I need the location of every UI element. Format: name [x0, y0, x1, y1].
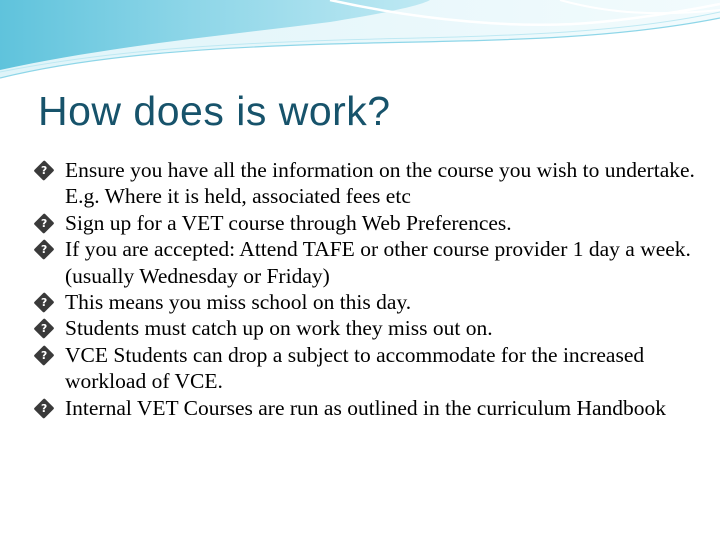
- bullet-text: Students must catch up on work they miss out on.: [65, 316, 493, 341]
- slide-title: How does is work?: [38, 88, 391, 134]
- bullet-item: [34, 210, 704, 236]
- bullet-item: [34, 395, 704, 421]
- bullet-item: [34, 342, 704, 395]
- bullet-item: [34, 289, 704, 315]
- replacement-char-icon: ?: [34, 398, 55, 419]
- bullet-text: If you are accepted: Attend TAFE or other course provider 1 day a week. (usually Wednesday or Friday): [65, 237, 691, 288]
- header-wave-decoration: [0, 0, 720, 90]
- replacement-char-icon: ?: [34, 292, 55, 313]
- bullet-text: This means you miss school on this day.: [65, 290, 412, 315]
- bullet-text: Internal VET Courses are run as outlined in the curriculum Handbook: [65, 395, 667, 420]
- replacement-char-icon: ?: [34, 213, 55, 234]
- replacement-char-icon: ?: [34, 345, 55, 366]
- bullet-text: VCE Students can drop a subject to accommodate for the increased workload of VCE.: [65, 342, 645, 394]
- bullet-text: Sign up for a VET course through Web Preferences.: [65, 210, 512, 235]
- bullet-list: [34, 157, 704, 421]
- bullet-item: [34, 157, 704, 210]
- replacement-char-icon: ?: [34, 160, 55, 181]
- bullet-item: [34, 315, 704, 341]
- replacement-char-icon: ?: [34, 319, 55, 340]
- bullet-item: [34, 236, 704, 289]
- bullet-text: Ensure you have all the information on the course you wish to undertake. E.g. Where it is held, associated fees etc: [65, 158, 695, 209]
- replacement-char-icon: ?: [34, 239, 55, 260]
